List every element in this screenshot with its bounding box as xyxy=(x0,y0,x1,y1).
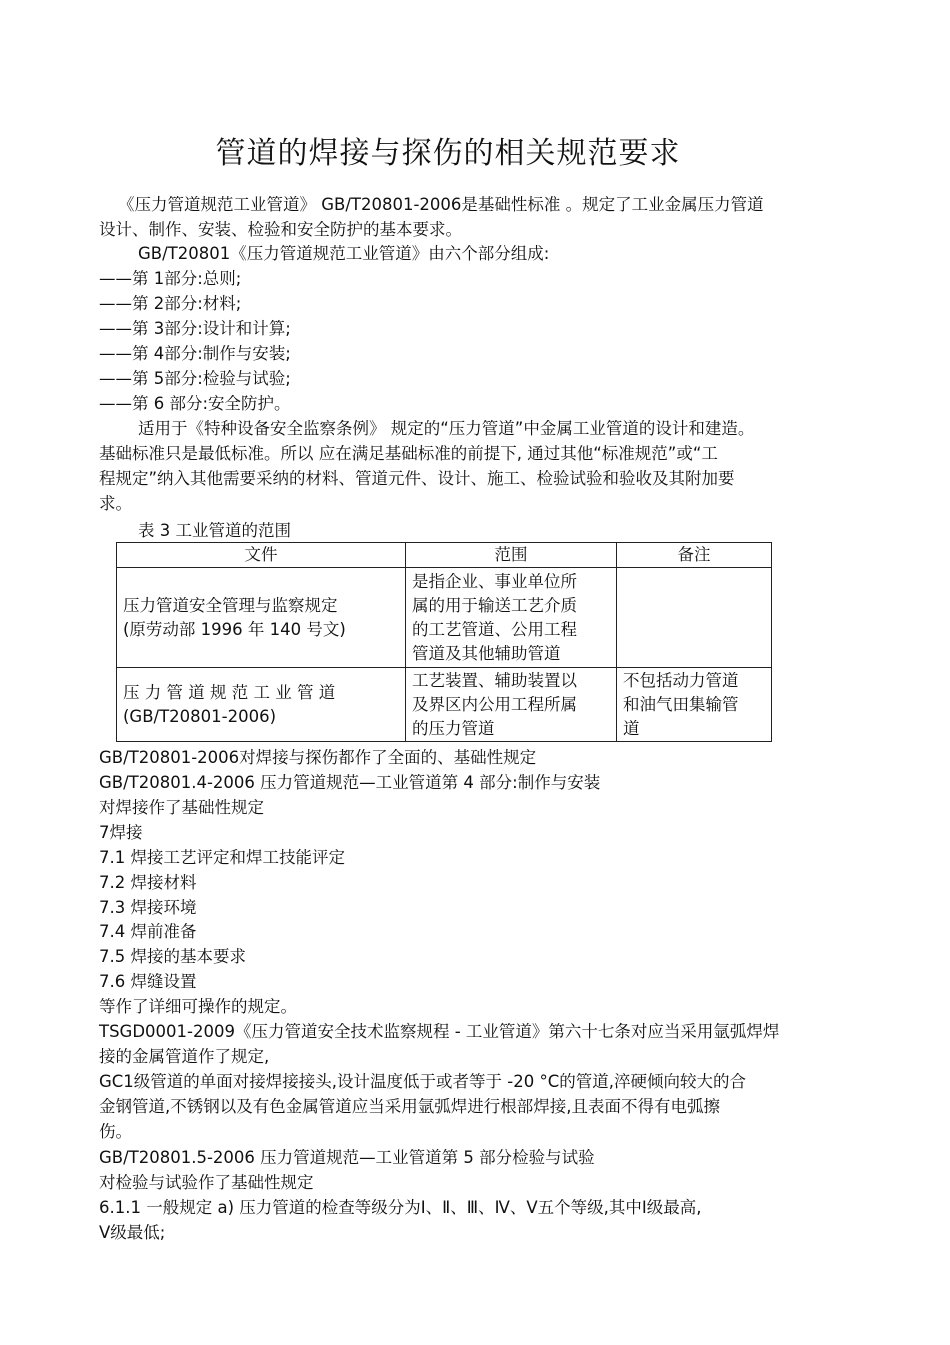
column-header-note: 备注 xyxy=(617,543,772,568)
doc-cell xyxy=(117,568,406,668)
note-cell xyxy=(617,668,772,742)
scope-cell-line: 工艺装置、辅助装置以 xyxy=(412,670,577,690)
section-item: 7.6 焊缝设置 xyxy=(99,972,197,991)
section-item: 7.5 焊接的基本要求 xyxy=(99,947,246,966)
scope-line-2: 基础标准只是最低标准。所以 应在满足基础标准的前提下, 通过其他“标准规范”或“工 xyxy=(99,444,718,463)
part-item: ——第 4部分:制作与安装; xyxy=(99,344,291,363)
body-line: GB/T20801-2006对焊接与探伤都作了全面的、基础性规定 xyxy=(99,748,537,767)
section-item: 7.3 焊接环境 xyxy=(99,898,197,917)
scope-cell-line: 的工艺管道、公用工程 xyxy=(412,619,577,639)
scope-cell xyxy=(406,568,617,668)
scope-cell-line: 的压力管道 xyxy=(412,718,495,738)
table-caption: 表 3 工业管道的范围 xyxy=(138,521,291,540)
body-line: 伤。 xyxy=(99,1122,132,1141)
intro-line-2: 设计、制作、安装、检验和安全防护的基本要求。 xyxy=(99,220,462,239)
column-header-doc: 文件 xyxy=(117,543,406,568)
part-item: ——第 2部分:材料; xyxy=(99,294,242,313)
scope-cell-line: 管道及其他辅助管道 xyxy=(412,643,561,663)
body-line: 6.1.1 一般规定 a) 压力管道的检查等级分为Ⅰ、Ⅱ、Ⅲ、Ⅳ、Ⅴ五个等级,其中Ⅰ级最高, xyxy=(99,1198,702,1217)
page-title: 管道的焊接与探伤的相关规范要求 xyxy=(215,136,681,171)
scope-cell-line: 是指企业、事业单位所 xyxy=(412,571,577,591)
table-row xyxy=(117,668,772,742)
part-item: ——第 1部分:总则; xyxy=(99,269,242,288)
note-cell xyxy=(617,568,772,668)
section-item: 7.1 焊接工艺评定和焊工技能评定 xyxy=(99,848,345,867)
part-item: ——第 5部分:检验与试验; xyxy=(99,369,291,388)
body-line: Ⅴ级最低; xyxy=(99,1223,166,1242)
scope-cell-line: 及界区内公用工程所属 xyxy=(412,694,577,714)
body-line: TSGD0001-2009《压力管道安全技术监察规程 - 工业管道》第六十七条对应当采用氩弧焊焊 xyxy=(99,1022,780,1041)
table-header-row xyxy=(117,543,772,568)
part-item: ——第 3部分:设计和计算; xyxy=(99,319,291,338)
body-line: GB/T20801.5-2006 压力管道规范—工业管道第 5 部分检验与试验 xyxy=(99,1148,595,1167)
scope-line-1: 适用于《特种设备安全监察条例》 规定的“压力管道”中金属工业管道的设计和建造。 xyxy=(138,419,755,438)
scope-cell xyxy=(406,668,617,742)
doc-cell-line: (GB/T20801-2006) xyxy=(123,706,277,726)
doc-cell xyxy=(117,668,406,742)
body-line: 对焊接作了基础性规定 xyxy=(99,798,264,817)
scope-line-4: 求。 xyxy=(99,494,132,513)
table-row xyxy=(117,568,772,668)
doc-cell-line: 压力管道安全管理与监察规定 xyxy=(123,595,338,615)
doc-cell-line: 压 力 管 道 规 范 工 业 管 道 xyxy=(123,682,336,702)
body-line: 接的金属管道作了规定, xyxy=(99,1047,270,1066)
section-item: 7.2 焊接材料 xyxy=(99,873,197,892)
note-cell-line: 和油气田集输管 xyxy=(623,694,739,714)
scope-line-3: 程规定”纳入其他需要采纳的材料、管道元件、设计、施工、检验试验和验收及其附加要 xyxy=(99,469,735,488)
body-line: 对检验与试验作了基础性规定 xyxy=(99,1173,314,1192)
note-cell-line: 不包括动力管道 xyxy=(623,670,739,690)
body-line: 金钢管道,不锈钢以及有色金属管道应当采用氩弧焊进行根部焊接,且表面不得有电弧擦 xyxy=(99,1097,720,1116)
intro-line-3: GB/T20801《压力管道规范工业管道》由六个部分组成: xyxy=(138,244,550,263)
column-header-scope: 范围 xyxy=(406,543,617,568)
scope-cell-line: 属的用于输送工艺介质 xyxy=(412,595,577,615)
section-heading: 7焊接 xyxy=(99,823,143,842)
part-item: ——第 6 部分:安全防护。 xyxy=(99,394,291,413)
scope-table xyxy=(116,542,772,742)
note-cell-line: 道 xyxy=(623,718,640,738)
intro-line-1: 《压力管道规范工业管道》 GB/T20801-2006是基础性标准 。规定了工业金属压力管道 xyxy=(118,195,764,214)
body-line: GC1级管道的单面对接焊接接头,设计温度低于或者等于 -20 °C的管道,淬硬倾向较大的合 xyxy=(99,1072,747,1091)
body-line: GB/T20801.4-2006 压力管道规范—工业管道第 4 部分:制作与安装 xyxy=(99,773,601,792)
doc-cell-line: (原劳动部 1996 年 140 号文) xyxy=(123,619,346,639)
body-line: 等作了详细可操作的规定。 xyxy=(99,997,297,1016)
section-item: 7.4 焊前准备 xyxy=(99,922,197,941)
